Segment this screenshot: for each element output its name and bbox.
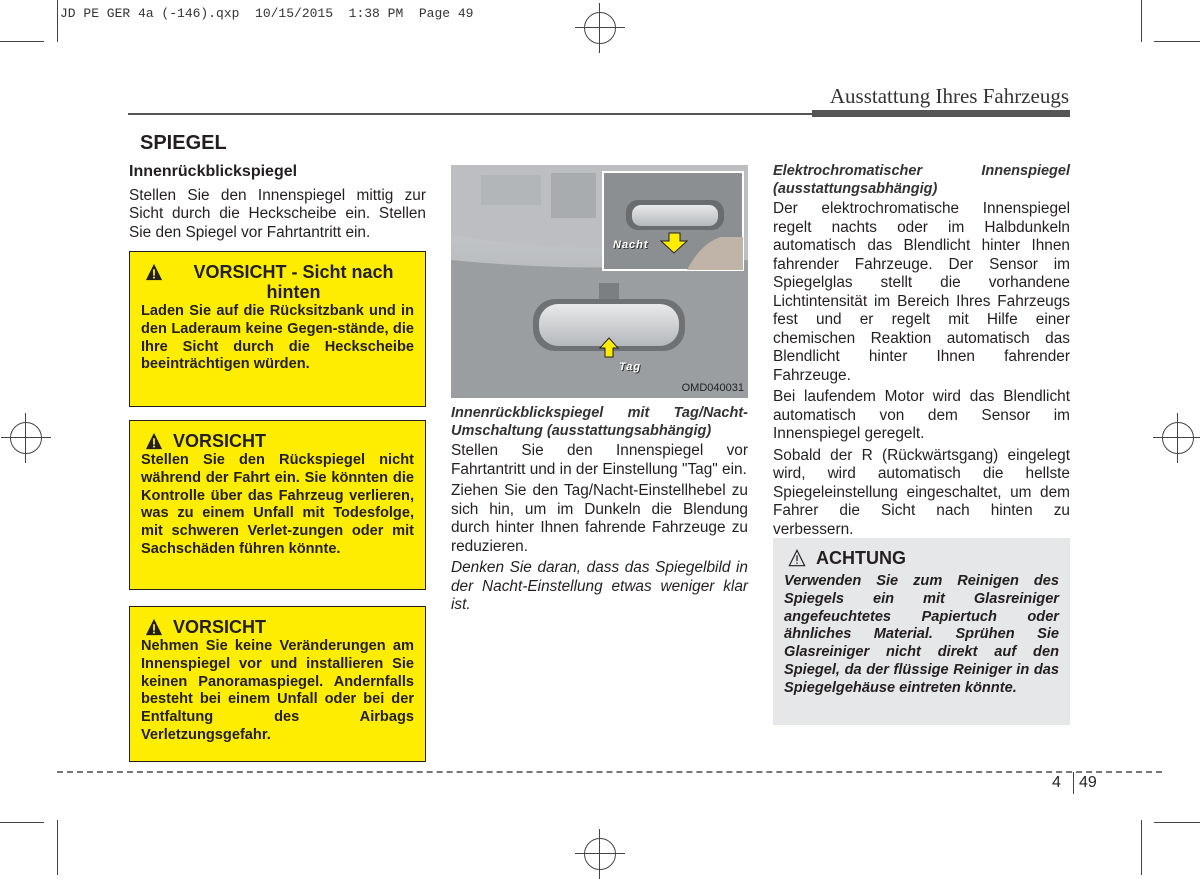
chapter-title: Ausstattung Ihres Fahrzeugs xyxy=(829,84,1069,108)
paragraph-reverse-gear: Sobald der R (Rückwärtsgang) eingelegt wird, wird automatisch die hellste Spiegeleinstellung eingeschaltet, um dem Fahrer die Sicht nach hinten zu verbessern. xyxy=(773,446,1070,538)
warning-box-modifications xyxy=(129,606,426,762)
warning-box-rear-view xyxy=(129,251,426,407)
column-3-text xyxy=(773,162,1070,542)
print-info: JD PE GER 4a (-146).qxp 10/15/2015 1:38 PM Page 49 xyxy=(60,6,474,21)
warning-triangle-icon xyxy=(145,618,163,636)
crop-mark xyxy=(57,0,58,42)
warning-box-adjust-while-driving xyxy=(129,420,426,590)
section-title: SPIEGEL xyxy=(140,132,227,154)
crop-mark xyxy=(1141,820,1142,875)
warning-body: Laden Sie auf die Rücksitzbank und in den Laderaum keine Gegen-stände, die Ihre Sicht durch die Heckscheibe beeinträchtigen würden. xyxy=(141,303,414,373)
crop-mark xyxy=(1154,41,1200,42)
notice-heading xyxy=(784,548,1059,568)
figure-code: OMD040031 xyxy=(681,382,744,394)
subheading-inside-mirror: Innenrückblickspiegel xyxy=(129,163,298,180)
warning-heading xyxy=(141,262,414,302)
figure-caption: Innenrückblickspiegel mit Tag/Nacht-Umschaltung (ausstattungsabhängig) xyxy=(451,405,748,439)
chapter-number: 4 xyxy=(1052,774,1061,791)
registration-mark-left xyxy=(10,422,42,454)
column-2-text xyxy=(451,404,748,618)
crop-mark xyxy=(1154,822,1200,823)
notice-body: Verwenden Sie zum Reinigen des Spiegels ein mit Glasreiniger angefeuchtetes Papiertuch oder ähnliches Material. Sprühen Sie Glasreiniger nicht direkt auf den Spiegel, da der flüssige Reiniger in das Spiegelgehäuse eintreten könnte. xyxy=(784,573,1059,696)
warning-heading xyxy=(141,617,414,637)
figure-label-day: Tag xyxy=(619,361,642,373)
warning-triangle-icon xyxy=(145,432,163,450)
warning-title: VORSICHT - Sicht nach hinten xyxy=(193,262,394,302)
crop-mark xyxy=(0,41,44,42)
warning-heading xyxy=(141,431,414,451)
mirror-illustration xyxy=(451,165,748,398)
paragraph-night-note: Denken Sie daran, dass das Spiegelbild in der Nacht-Einstellung etwas weniger klar ist. xyxy=(451,559,748,613)
figure-label-night: Nacht xyxy=(613,239,649,251)
subheading-electrochromic: Elektrochromatischer Innenspiegel (ausstattungsabhängig) xyxy=(773,163,1070,197)
warning-title: VORSICHT xyxy=(173,617,267,637)
crop-mark xyxy=(0,822,44,823)
notice-title: ACHTUNG xyxy=(816,548,906,568)
registration-mark-top xyxy=(584,12,616,44)
mirror-illustration-graphic xyxy=(451,165,748,398)
header-bar xyxy=(812,110,1070,117)
column-1-intro xyxy=(129,163,426,245)
crop-mark xyxy=(57,820,58,875)
registration-mark-bottom xyxy=(584,838,616,870)
crop-mark xyxy=(1141,0,1142,42)
header-rule xyxy=(128,113,812,115)
warning-triangle-icon xyxy=(145,263,163,281)
warning-body: Nehmen Sie keine Veränderungen am Innenspiegel vor und installieren Sie keinen Panoramaspiegel. Andernfalls besteht bei einem Unfall oder bei der Entfaltung des Airbags Verletzungsgefahr. xyxy=(141,638,414,743)
paragraph-night-lever: Ziehen Sie den Tag/Nacht-Einstellhebel zu sich hin, um im Dunkeln die Blendung durch hinter Ihnen fahrende Fahrzeuge zu reduzieren. xyxy=(451,482,748,555)
paragraph-mirror-adjust: Stellen Sie den Innenspiegel mittig zur Sicht durch die Heckscheibe ein. Stellen Sie den Spiegel vor Fahrtantritt ein. xyxy=(129,186,426,241)
page-number-separator xyxy=(1073,772,1074,794)
paragraph-engine-running: Bei laufendem Motor wird das Blendlicht automatisch von dem Sensor im Innenspiegel geregelt. xyxy=(773,388,1070,442)
caution-triangle-icon xyxy=(788,549,806,567)
page-number: 49 xyxy=(1079,774,1097,791)
paragraph-electrochromic-function: Der elektrochromatische Innenspiegel regelt nachts oder im Halbdunkeln automatisch das Blendlicht hinter Ihnen fahrender Fahrzeuge. Der Sensor im Spiegelglas stellt die vorhandene Lichtintensität im Bereich Ihres Fahrzeugs fest und er regelt mit Hilfe einer chemischen Reaktion automatisch das Blendlicht hinter Ihnen fahrender Fahrzeuge. xyxy=(773,200,1070,384)
notice-box-achtung xyxy=(773,538,1070,725)
warning-title: VORSICHT xyxy=(173,431,267,451)
registration-mark-right xyxy=(1162,422,1194,454)
footer-rule xyxy=(57,771,1162,773)
warning-body: Stellen Sie den Rückspiegel nicht während der Fahrt ein. Sie könnten die Kontrolle über das Fahrzeug verlieren, was zu einem Unfall mit Todesfolge, mit schweren Verlet-zungen oder mit Sachschäden führen könnte. xyxy=(141,452,414,557)
paragraph-day-setting: Stellen Sie den Innenspiegel vor Fahrtantritt und in der Einstellung "Tag" ein. xyxy=(451,442,748,478)
